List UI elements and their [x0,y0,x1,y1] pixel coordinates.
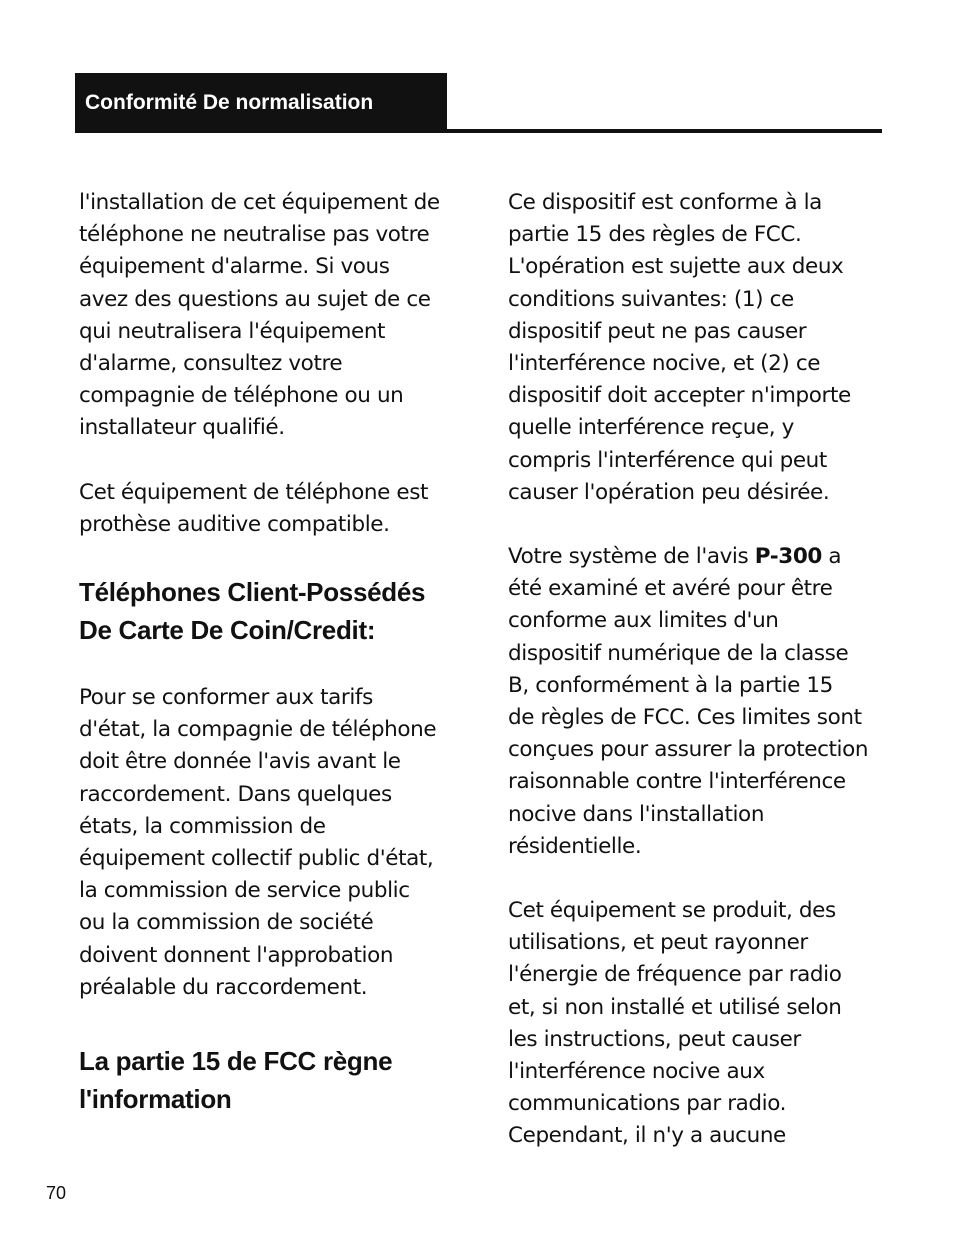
state-tariffs-paragraph: Pour se conformer aux tarifs d'état, la compagnie de téléphone doit être donnée l'avis avant le raccordement. Dans quelques états, la commission de équipement collectif public d'état, la commission de service public ou la commission de société doivent donnent l'approbation préalable du raccordement. [79,685,437,1000]
model-number: P-300 [754,544,822,570]
section-title: Conformité De normalisation [85,91,374,114]
coin-phones-heading: Téléphones Client-Possédés De Carte De Coin/Credit: [79,577,426,646]
alarm-paragraph: l'installation de cet équipement de téléphone ne neutralise pas votre équipement d'alarme. Si vous avez des questions au sujet de ce qui neutralisera l'équipement d'alarme, consultez votre compagnie de téléphone ou un installateur qualifié. [79,190,440,441]
class-b-text-start: Votre système de l'avis [508,544,755,570]
radio-energy-paragraph: Cet équipement se produit, des utilisations, et peut rayonner l'énergie de fréquence par radio et, si non installé et utilisé selon les instructions, peut causer l'interférence nocive aux communications par radio. Cependant, il n'y a aucune [508,898,842,1149]
right-column [508,187,888,1153]
header-rule [447,129,882,133]
fcc-part15-heading: La partie 15 de FCC règne l'information [79,1046,393,1115]
hearing-aid-paragraph: Cet équipement de téléphone est prothèse auditive compatible. [79,479,429,537]
fcc-compliance-paragraph: Ce dispositif est conforme à la partie 15 des règles de FCC. L'opération est sujette aux deux conditions suivantes: (1) ce dispositif peut ne pas causer l'interférence nocive, et (2) ce dispositif doit accepter n'importe quelle interférence reçue, y compris l'interférence qui peut causer l'opération peu désirée. [508,190,851,505]
page-number: 70 [46,1183,67,1203]
class-b-paragraph [508,541,888,863]
class-b-text-rest: a été examiné et avéré pour être conforme aux limites d'un dispositif numérique de la classe B, conformément à la partie 15 de règles de FCC. Ces limites sont conçues pour assurer la protection raisonnable contre l'interférence nocive dans l'installation résidentielle. [508,544,869,859]
section-header [75,73,447,133]
left-column [79,187,454,1118]
